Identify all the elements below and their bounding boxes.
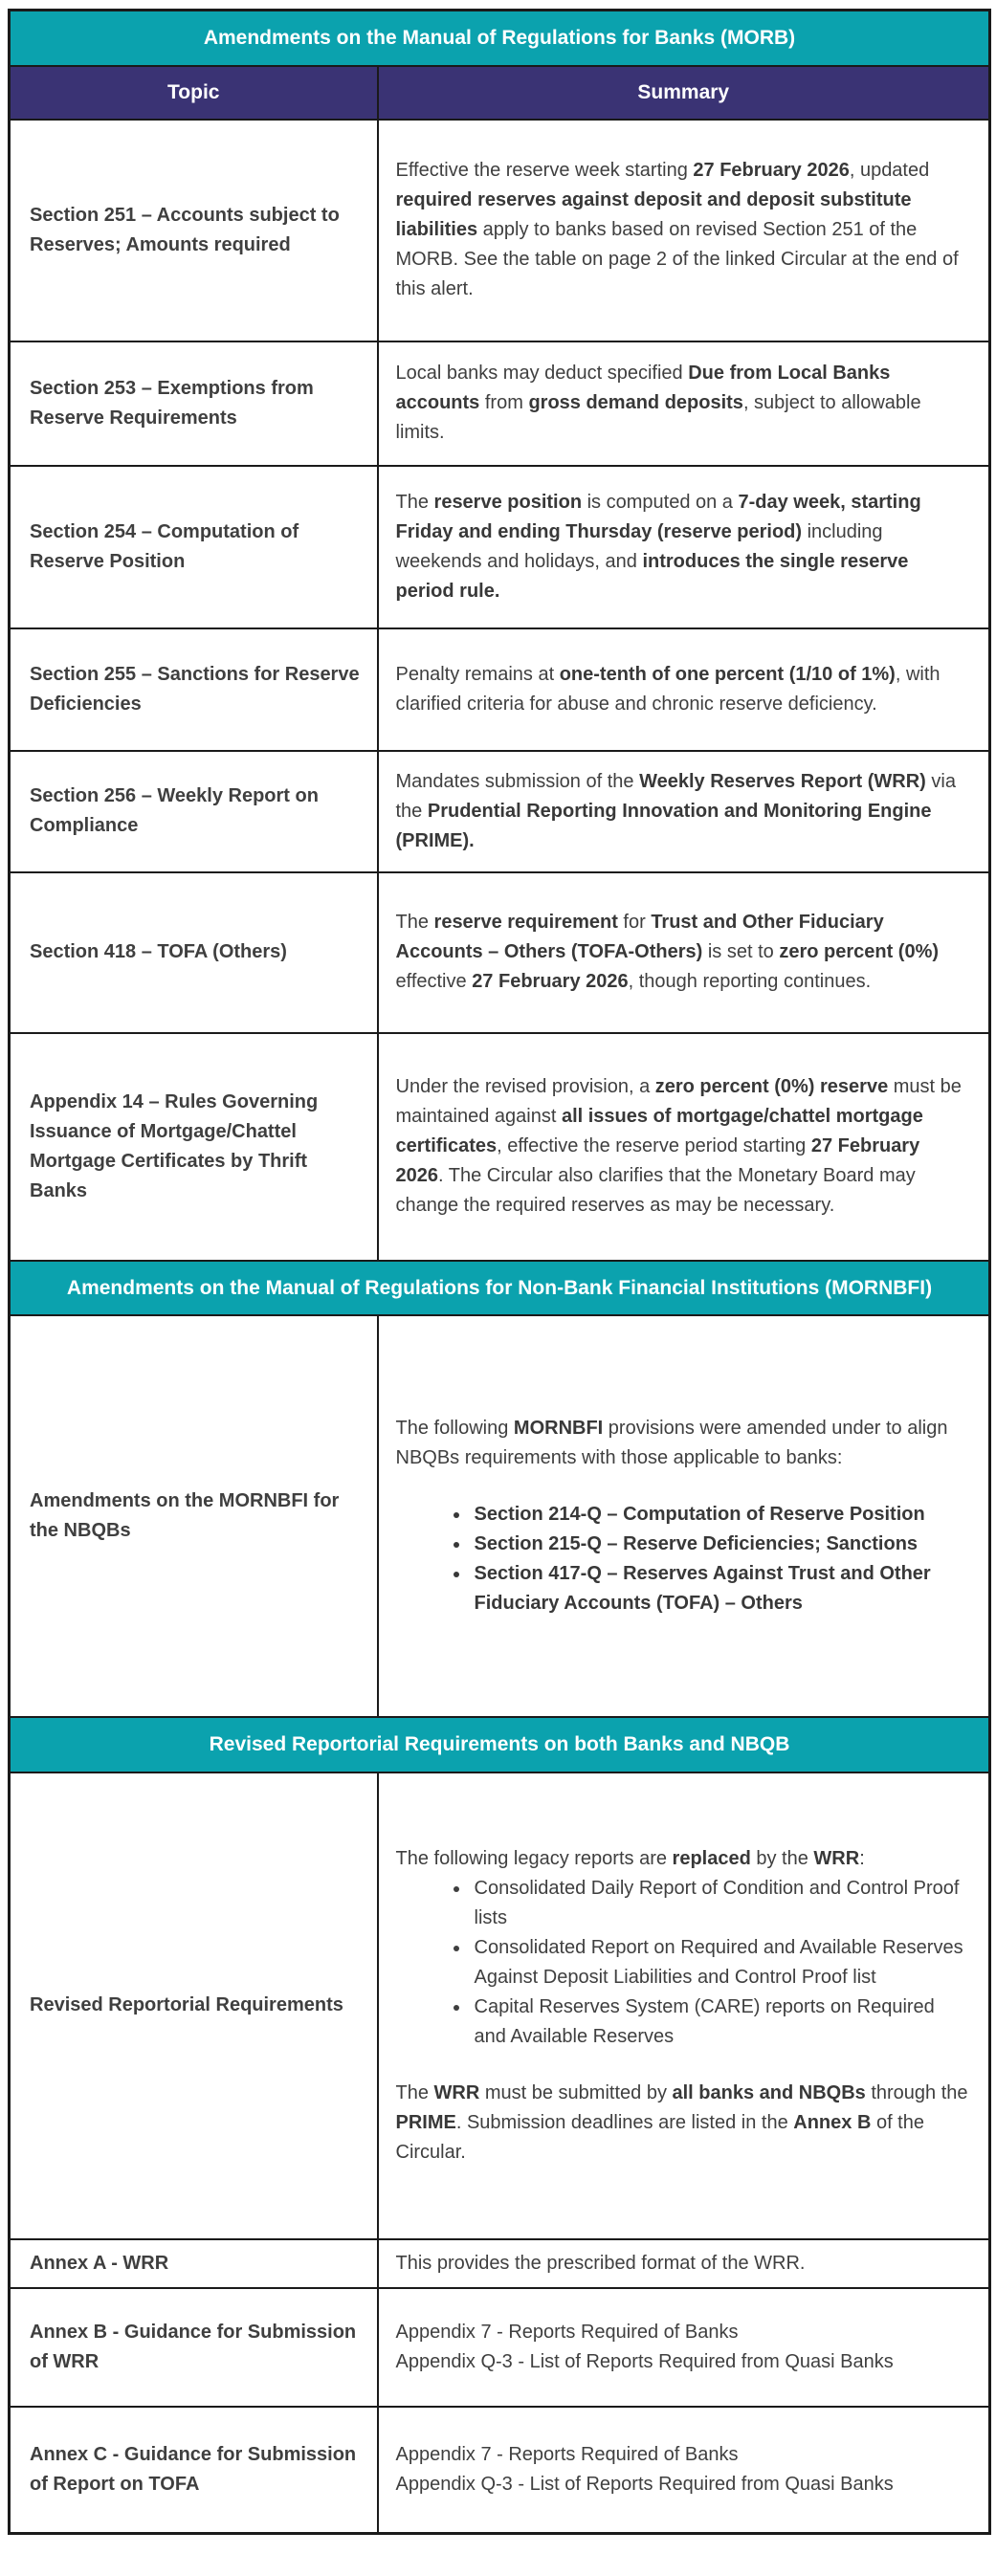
bullet-item: • Section 215-Q – Reserve Deficiencies; Sanctions — [471, 1530, 972, 1559]
table-row-section-255 — [10, 628, 990, 751]
table-row-revised-reportorial — [10, 1772, 990, 2239]
summary-cell — [378, 466, 990, 628]
summary-line: Appendix 7 - Reports Required of Banks — [395, 2443, 739, 2465]
summary-cell — [378, 628, 990, 751]
summary-cell — [378, 872, 990, 1033]
table-row-annex-b — [10, 2288, 990, 2407]
topic-cell: Section 255 – Sanctions for Reserve Deficiencies — [10, 628, 378, 751]
morb-section-header-row — [10, 11, 990, 66]
summary-cell — [378, 1772, 990, 2239]
bullet-list — [396, 1500, 972, 1618]
topic-column-header: Topic — [10, 66, 378, 120]
summary-text: Effective the reserve week starting 27 February 2026, updated required reserves against deposit and deposit substitute liabilities apply to banks based on revised Section 251 of the MORB. See the table on page 2 of the linked Circular at the end of this alert. — [395, 160, 959, 299]
table-row-appendix-14 — [10, 1033, 990, 1261]
bullet-item: • Consolidated Report on Required and Available Reserves Against Deposit Liabilities and Control Proof list — [471, 1933, 972, 1993]
bullet-item: • Consolidated Daily Report of Condition and Control Proof lists — [471, 1874, 972, 1933]
morb-section-title: Amendments on the Manual of Regulations for Banks (MORB) — [10, 11, 990, 66]
bullet-list — [396, 1874, 972, 2052]
table-row-section-254 — [10, 466, 990, 628]
summary-line: Appendix Q-3 - List of Reports Required from Quasi Banks — [395, 2473, 894, 2495]
summary-line: Appendix 7 - Reports Required of Banks — [395, 2321, 739, 2343]
summary-cell — [378, 120, 990, 341]
table-row-mornbfi-nbqbs — [10, 1315, 990, 1717]
topic-cell: Section 254 – Computation of Reserve Position — [10, 466, 378, 628]
mornbfi-section-title: Amendments on the Manual of Regulations for Non-Bank Financial Institutions (MORNBFI) — [10, 1261, 990, 1316]
summary-outro: The WRR must be submitted by all banks and NBQBs through the PRIME. Submission deadlines are listed in the Annex B of the Circular. — [395, 2081, 968, 2163]
summary-cell — [378, 751, 990, 872]
bullet-item: • Section 214-Q – Computation of Reserve Position — [471, 1500, 972, 1530]
summary-cell — [378, 1033, 990, 1261]
summary-cell — [378, 341, 990, 466]
table-row-section-418 — [10, 872, 990, 1033]
topic-cell: Revised Reportorial Requirements — [10, 1772, 378, 2239]
table-row-section-251 — [10, 120, 990, 341]
mornbfi-section-header-row — [10, 1261, 990, 1316]
summary-intro: The following MORNBFI provisions were amended under to align NBQBs requirements with those applicable to banks: — [395, 1418, 948, 1468]
table-row-section-256 — [10, 751, 990, 872]
bullet-item: • Capital Reserves System (CARE) reports on Required and Available Reserves — [471, 1993, 972, 2052]
summary-cell — [378, 2239, 990, 2288]
summary-column-header: Summary — [378, 66, 990, 120]
table-row-section-253 — [10, 341, 990, 466]
topic-cell: Annex B - Guidance for Submission of WRR — [10, 2288, 378, 2407]
topic-cell: Amendments on the MORNBFI for the NBQBs — [10, 1315, 378, 1717]
summary-cell — [378, 2288, 990, 2407]
topic-cell: Section 256 – Weekly Report on Compliance — [10, 751, 378, 872]
summary-text: Local banks may deduct specified Due from Local Banks accounts from gross demand deposits, subject to allowable limits. — [395, 363, 921, 443]
summary-line: Appendix Q-3 - List of Reports Required from Quasi Banks — [395, 2350, 894, 2372]
bullet-item: • Section 417-Q – Reserves Against Trust and Other Fiduciary Accounts (TOFA) – Others — [471, 1559, 972, 1618]
table-row-annex-c — [10, 2407, 990, 2534]
topic-cell: Section 418 – TOFA (Others) — [10, 872, 378, 1033]
summary-text: The reserve position is computed on a 7-day week, starting Friday and ending Thursday (reserve period) including weekends and holidays, and introduces the single reserve period rule. — [395, 491, 921, 602]
column-header-row — [10, 66, 990, 120]
topic-cell: Section 253 – Exemptions from Reserve Requirements — [10, 341, 378, 466]
topic-cell: Annex C - Guidance for Submission of Report on TOFA — [10, 2407, 378, 2534]
summary-text: Penalty remains at one-tenth of one percent (1/10 of 1%), with clarified criteria for abuse and chronic reserve deficiency. — [395, 663, 941, 715]
topic-cell: Appendix 14 – Rules Governing Issuance of Mortgage/Chattel Mortgage Certificates by Thrift Banks — [10, 1033, 378, 1261]
topic-cell: Section 251 – Accounts subject to Reserves; Amounts required — [10, 120, 378, 341]
reportorial-section-header-row — [10, 1717, 990, 1772]
table-row-annex-a — [10, 2239, 990, 2288]
summary-text: The reserve requirement for Trust and Other Fiduciary Accounts – Others (TOFA-Others) is set to zero percent (0%) effective 27 February 2026, though reporting continues. — [395, 912, 940, 992]
summary-intro: The following legacy reports are replaced by the WRR: — [395, 1847, 865, 1869]
summary-cell — [378, 2407, 990, 2534]
summary-text: Mandates submission of the Weekly Reserves Report (WRR) via the Prudential Reporting Innovation and Monitoring Engine (PRIME). — [395, 770, 956, 851]
summary-cell — [378, 1315, 990, 1717]
topic-cell: Annex A - WRR — [10, 2239, 378, 2288]
regulations-table — [8, 9, 991, 2535]
reportorial-section-title: Revised Reportorial Requirements on both Banks and NBQB — [10, 1717, 990, 1772]
summary-line: This provides the prescribed format of the WRR. — [395, 2252, 806, 2274]
summary-text: Under the revised provision, a zero percent (0%) reserve must be maintained against all issues of mortgage/chattel mortgage certificates, effective the reserve period starting 27 February 2026. The Circular also clarifies that the Monetary Board may change the required reserves as may be necessary. — [395, 1076, 962, 1216]
